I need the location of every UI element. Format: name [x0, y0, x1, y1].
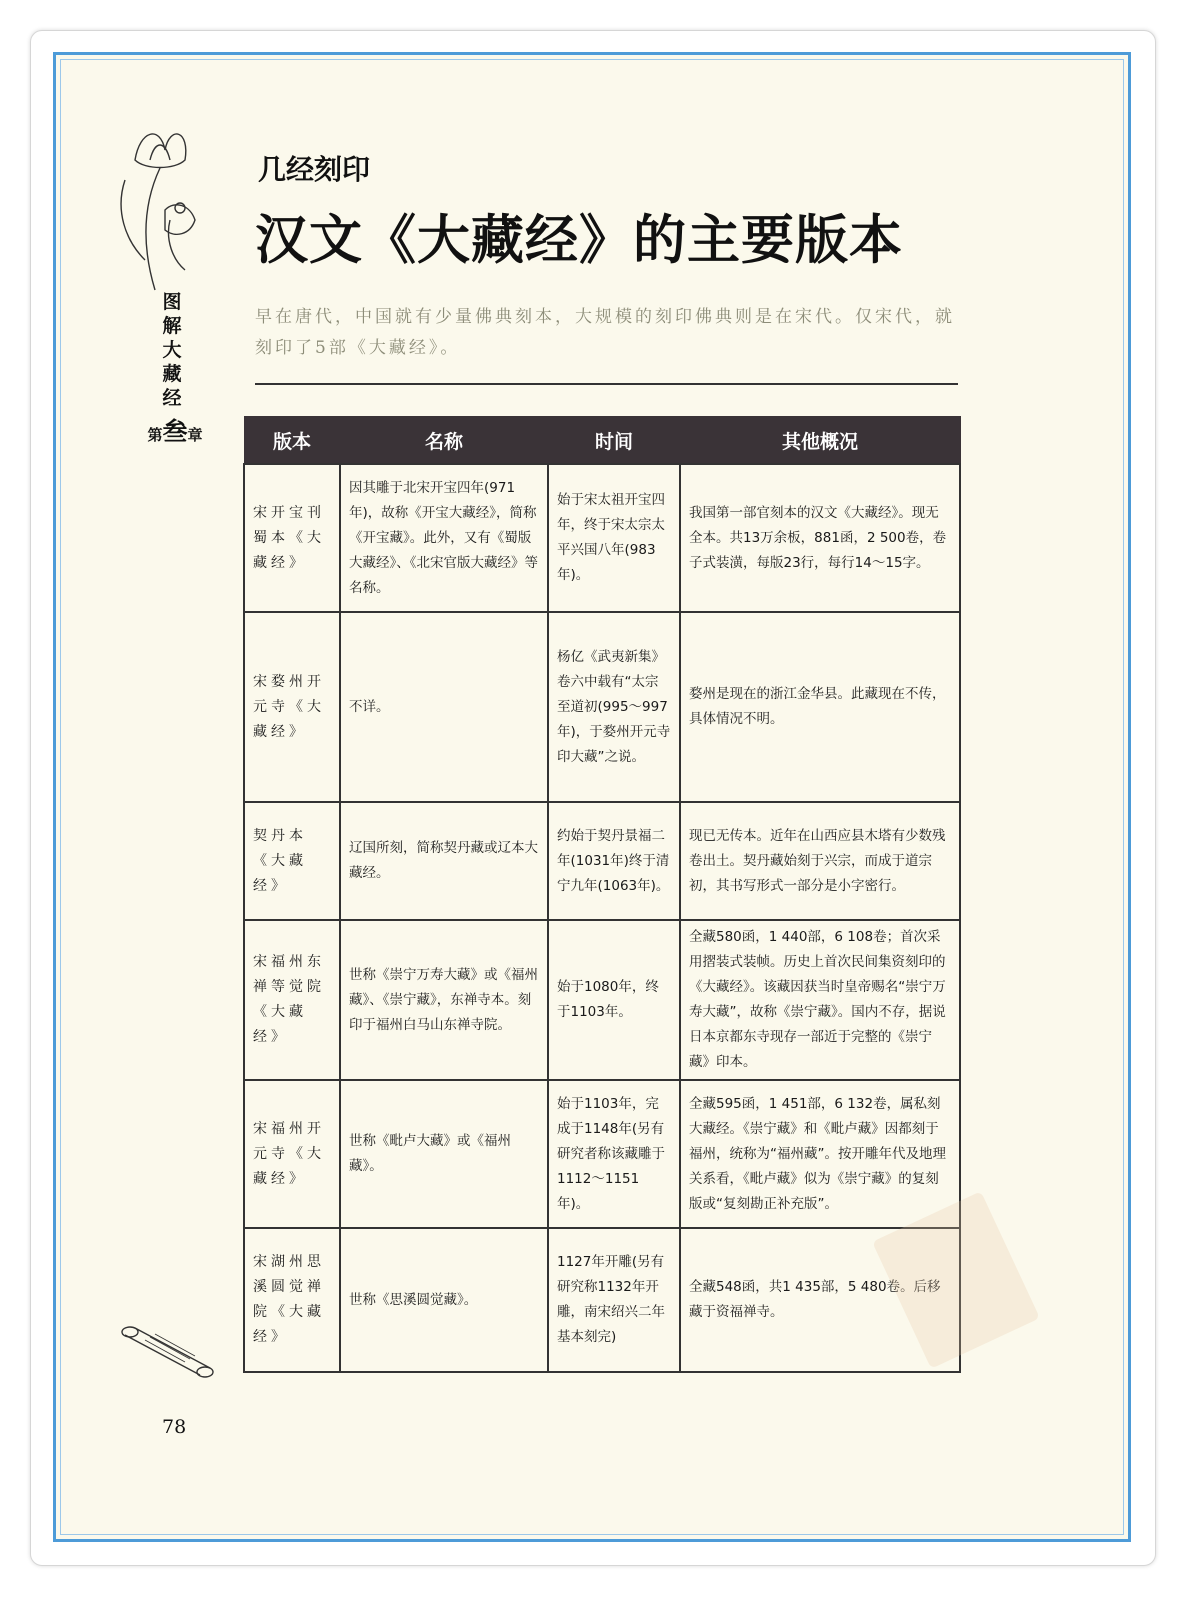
- header-version: 版本: [244, 417, 340, 465]
- cell-version: 宋福州开元寺《大藏经》: [244, 1080, 340, 1228]
- cell-version: 契丹本《大藏经》: [244, 802, 340, 920]
- chapter-number: 叁: [162, 417, 188, 446]
- section-subtitle: 几经刻印: [258, 153, 371, 186]
- cell-time: 杨亿《武夷新集》卷六中载有“太宗至道初(995～997年)，于婺州开元寺印大藏”之说。: [548, 612, 680, 802]
- editions-table: [243, 416, 961, 1373]
- table-header-row: [244, 417, 960, 465]
- cell-time: 始于1103年，完成于1148年(另有研究者称该藏雕于1112～1151年)。: [548, 1080, 680, 1228]
- cell-other: 我国第一部官刻本的汉文《大藏经》。现无全本。共13万余板，881函，2 500卷，卷子式装潢，每版23行，每行14～15字。: [680, 464, 960, 612]
- cell-other: 全藏580函，1 440部，6 108卷；首次采用摺装式装帧。历史上首次民间集资刻印的《大藏经》。该藏因获当时皇帝赐名“崇宁万寿大藏”，故称《崇宁藏》。国内不存，据说日本京都东寺现存一部近于完整的《崇宁藏》印本。: [680, 920, 960, 1080]
- cell-version: 宋婺州开元寺《大藏经》: [244, 612, 340, 802]
- table-row: [244, 612, 960, 802]
- cell-name: 世称《毗卢大藏》或《福州藏》。: [340, 1080, 548, 1228]
- cell-name: 因其雕于北宋开宝四年(971年)，故称《开宝大藏经》，简称《开宝藏》。此外，又有《蜀版大藏经》、《北宋官版大藏经》等名称。: [340, 464, 548, 612]
- cell-time: 始于宋太祖开宝四年，终于宋太宗太平兴国八年(983年)。: [548, 464, 680, 612]
- divider: [255, 383, 958, 385]
- chapter-suffix: 章: [187, 426, 203, 444]
- header-other: 其他概况: [680, 417, 960, 465]
- cell-name: 世称《思溪圆觉藏》。: [340, 1228, 548, 1372]
- cell-name: 辽国所刻，简称契丹藏或辽本大藏经。: [340, 802, 548, 920]
- cell-version: 宋开宝刊蜀本《大藏经》: [244, 464, 340, 612]
- side-book-title: 图解大藏经: [162, 291, 182, 409]
- cell-other: 现已无传本。近年在山西应县木塔有少数残卷出土。契丹藏始刻于兴宗，而成于道宗初，其书写形式一部分是小字密行。: [680, 802, 960, 920]
- cell-other: 婺州是现在的浙江金华县。此藏现在不传，具体情况不明。: [680, 612, 960, 802]
- table-row: [244, 1080, 960, 1228]
- cell-name: 不详。: [340, 612, 548, 802]
- table-row: [244, 464, 960, 612]
- cell-time: 1127年开雕(另有研究称1132年开雕，南宋绍兴二年基本刻完): [548, 1228, 680, 1372]
- page-number: 78: [162, 1416, 187, 1438]
- cell-other: 全藏548函，共1 435部，5 480卷。后移藏于资福禅寺。: [680, 1228, 960, 1372]
- intro-paragraph: 早在唐代，中国就有少量佛典刻本，大规模的刻印佛典则是在宋代。仅宋代，就刻印了5部《大藏经》。: [255, 307, 955, 358]
- chapter-prefix: 第: [147, 426, 163, 444]
- header-time: 时间: [548, 417, 680, 465]
- cell-other: 全藏595函，1 451部，6 132卷，属私刻大藏经。《崇宁藏》和《毗卢藏》因都刻于福州，统称为“福州藏”。按开雕年代及地理关系看，《毗卢藏》似为《崇宁藏》的复刻版或“复刻勘正补充版”。: [680, 1080, 960, 1228]
- page-title: 汉文《大藏经》的主要版本: [255, 209, 903, 271]
- cell-time: 约始于契丹景福二年(1031年)终于清宁九年(1063年)。: [548, 802, 680, 920]
- header-name: 名称: [340, 417, 548, 465]
- editions-table-wrapper: [243, 416, 959, 1373]
- lotus-figure-illustration: [115, 120, 205, 300]
- table-row: [244, 920, 960, 1080]
- table-row: [244, 1228, 960, 1372]
- table-row: [244, 802, 960, 920]
- cell-version: 宋湖州思溪圆觉禅院《大藏经》: [244, 1228, 340, 1372]
- cell-name: 世称《崇宁万寿大藏》或《福州藏》、《崇宁藏》，东禅寺本。刻印于福州白马山东禅寺院。: [340, 920, 548, 1080]
- scroll-illustration: [115, 1320, 225, 1390]
- chapter-label: [140, 412, 210, 448]
- seal-watermark: [866, 1180, 1046, 1380]
- cell-version: 宋福州东禅等觉院《大藏经》: [244, 920, 340, 1080]
- cell-time: 始于1080年，终于1103年。: [548, 920, 680, 1080]
